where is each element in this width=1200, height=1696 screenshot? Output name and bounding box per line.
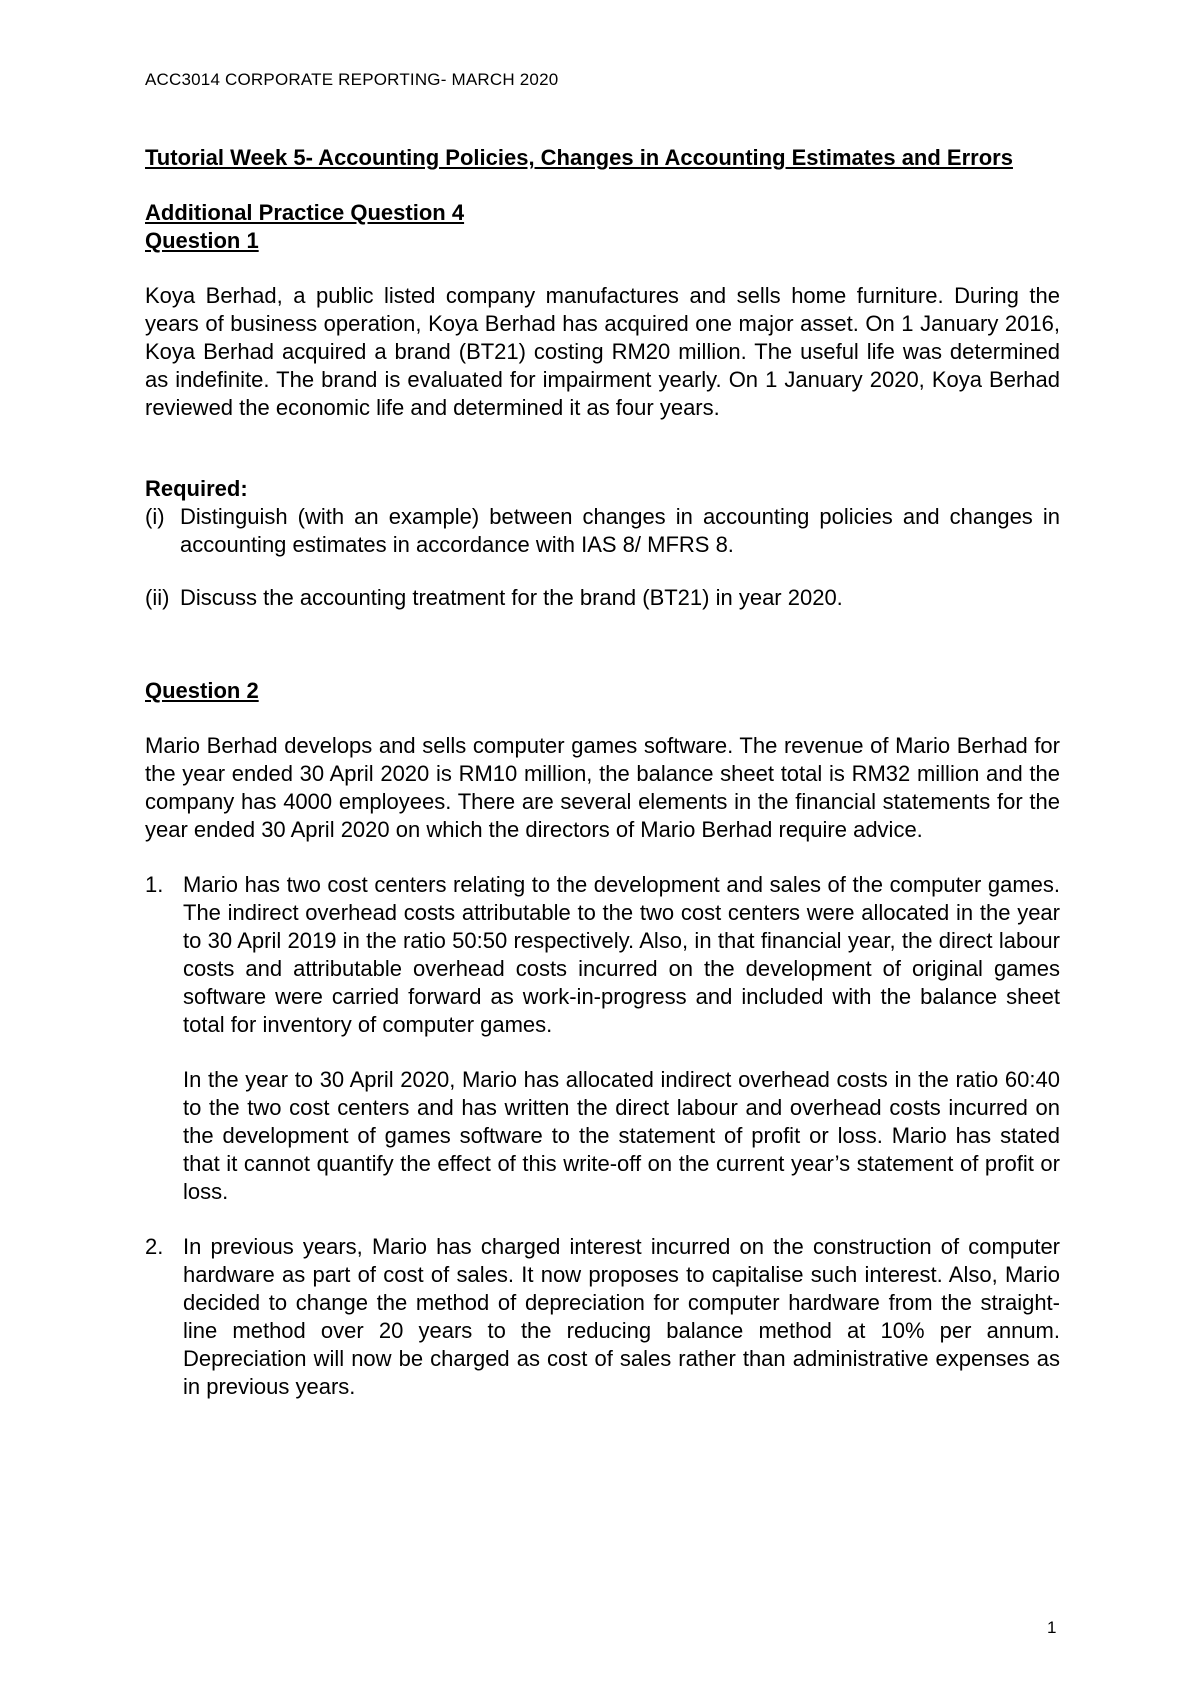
part-marker: (i)	[145, 504, 165, 529]
question-2-items	[145, 871, 1060, 1401]
running-header: ACC3014 CORPORATE REPORTING- MARCH 2020	[145, 70, 559, 89]
practice-heading: Additional Practice Question 4	[145, 200, 465, 225]
item-text: In previous years, Mario has charged interest incurred on the construction of computer hardware as part of cost of sales. It now proposes to capitalise such interest. Also, Mario decided to change the method of depreciation for computer hardware from the straight-line method over 20 years to the reducing balance method at 10% per annum. Depreciation will now be charged as cost of sales rather than administrative expenses as in previous years.	[183, 1234, 1060, 1399]
question-2-item-2	[145, 1233, 1060, 1401]
question-2-heading: Question 2	[145, 678, 259, 703]
document-body	[145, 144, 1060, 1401]
item-marker: 1.	[145, 872, 164, 897]
item-marker: 2.	[145, 1234, 164, 1259]
part-marker: (ii)	[145, 585, 170, 610]
question-1-parts	[145, 503, 1060, 612]
item-text-continued: In the year to 30 April 2020, Mario has allocated indirect overhead costs in the ratio 60:40 to the two cost centers and has written the direct labour and overhead costs incurred on the development of games software to the statement of profit or loss. Mario has stated that it cannot quantify the effect of this write-off on the current year’s statement of profit or loss.	[183, 1067, 1060, 1204]
tutorial-title: Tutorial Week 5- Accounting Policies, Changes in Accounting Estimates and Errors	[145, 145, 1013, 170]
question-2-item-1	[145, 871, 1060, 1206]
part-text: Distinguish (with an example) between changes in accounting policies and changes in accounting estimates in accordance with IAS 8/ MFRS 8.	[180, 504, 1060, 557]
required-label: Required:	[145, 476, 248, 501]
question-1-text: Koya Berhad, a public listed company manufactures and sells home furniture. During the years of business operation, Koya Berhad has acquired one major asset. On 1 January 2016, Koya Berhad acquired a brand (BT21) costing RM20 million. The useful life was determined as indefinite. The brand is evaluated for impairment yearly. On 1 January 2020, Koya Berhad reviewed the economic life and determined it as four years.	[145, 283, 1060, 420]
question-1-part-ii	[145, 584, 1060, 612]
item-text: Mario has two cost centers relating to the development and sales of the computer games. The indirect overhead costs attributable to the two cost centers were allocated in the year to 30 April 2019 in the ratio 50:50 respectively. Also, in that financial year, the direct labour costs and attributable overhead costs incurred on the development of original games software were carried forward as work-in-progress and included with the balance sheet total for inventory of computer games.	[183, 872, 1060, 1037]
part-text: Discuss the accounting treatment for the brand (BT21) in year 2020.	[180, 585, 843, 610]
question-1-heading: Question 1	[145, 228, 259, 253]
question-1-part-i	[145, 503, 1060, 559]
page-number: 1	[1047, 1618, 1057, 1637]
question-2-text: Mario Berhad develops and sells computer games software. The revenue of Mario Berhad for the year ended 30 April 2020 is RM10 million, the balance sheet total is RM32 million and the company has 4000 employees. There are several elements in the financial statements for the year ended 30 April 2020 on which the directors of Mario Berhad require advice.	[145, 733, 1060, 842]
